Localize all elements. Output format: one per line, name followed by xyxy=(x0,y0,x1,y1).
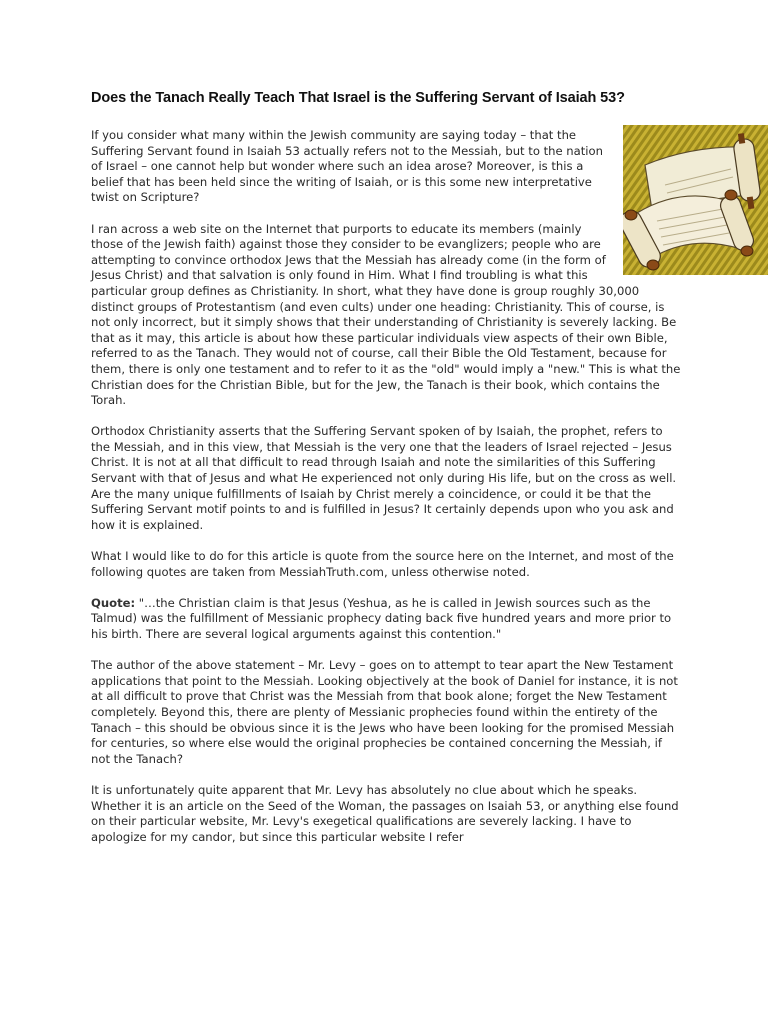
paragraph: If you consider what many within the Jewish community are saying today – that the Suffering Servant found in Isaiah 53 actually refers not to the Messiah, but to the nation of Israel – one cannot help but wonder where such an idea arose? Moreover, is this a belief that has been held since the writing of Isaiah, or is this some new interpretative twist on Scripture? xyxy=(91,128,603,205)
quote-paragraph xyxy=(91,596,681,643)
quote-text: "…the Christian claim is that Jesus (Yeshua, as he is called in Jewish sources such as the Talmud) was the fulfillment of Messianic prophecy dating back five hundred years and more prior to his birth. There are several logical arguments against this contention." xyxy=(91,595,672,641)
document-title: Does the Tanach Really Teach That Israel is the Suffering Servant of Isaiah 53? xyxy=(91,90,625,106)
paragraph: The author of the above statement – Mr. Levy – goes on to attempt to tear apart the New Testament applications that point to the Messiah. Looking objectively at the book of Daniel for instance, it is not at all difficult to prove that Christ was the Messiah from that book alone; forget the New Testament completely. Beyond this, there are plenty of Messianic prophecies found within the entirety of the Tanach – this should be obvious since it is the Jews who have been looking for the promised Messiah for centuries, so where else would the original prophecies be contained concerning the Messiah, if not the Tanach? xyxy=(91,658,678,766)
paragraph: It is unfortunately quite apparent that Mr. Levy has absolutely no clue about which he speaks. Whether it is an article on the Seed of the Woman, the passages on Isaiah 53, or anything else found on their particular website, Mr. Levy's exegetical qualifications are severely lacking. I have to apologize for my candor, but since this particular website I refer xyxy=(91,782,679,844)
article-body xyxy=(91,128,681,861)
paragraph: Orthodox Christianity asserts that the Suffering Servant spoken of by Isaiah, the prophet, refers to the Messiah, and in this view, that Messiah is the very one that the leaders of Israel rejected – Jesus Christ. It is not at all that difficult to read through Isaiah and note the similarities of this Suffering Servant with that of Jesus and what He experienced not only during His life, but on the cross as well. Are the many unique fulfillments of Isaiah by Christ merely a coincidence, or could it be that the Suffering Servant motif points to and is fulfilled in Jesus? It certainly depends upon who you ask and how it is explained. xyxy=(91,424,677,532)
paragraph: What I would like to do for this article is quote from the source here on the Internet, and most of the following quotes are taken from MessiahTruth.com, unless otherwise noted. xyxy=(91,549,674,579)
torah-scroll-icon xyxy=(623,125,768,275)
paragraph: I ran across a web site on the Internet that purports to educate its members (mainly those of the Jewish faith) against those they consider to be evanglizers; people who are attempting to convince orthodox Jews that the Messiah has already come (in the form of Jesus Christ) and that salvation is only found in Him. What I find troubling is what this particular group defines as Christianity. In short, what they have done is group roughly 30,000 distinct groups of Protestantism (and even cults) under one heading: Christianity. This of course, is not only incorrect, but it simply shows that their understanding of Christianity is severely lacking. Be that as it may, this article is about how these particular individuals view aspects of their own Bible, referred to as the Tanach. They would not of course, call their Bible the Old Testament, because for them, there is only one testament and to refer to it as the "old" would imply a "new." This is what the Christian does for the Christian Bible, but for the Jew, the Tanach is their book, which contains the Torah. xyxy=(91,221,681,408)
quote-label: Quote: xyxy=(91,595,136,610)
